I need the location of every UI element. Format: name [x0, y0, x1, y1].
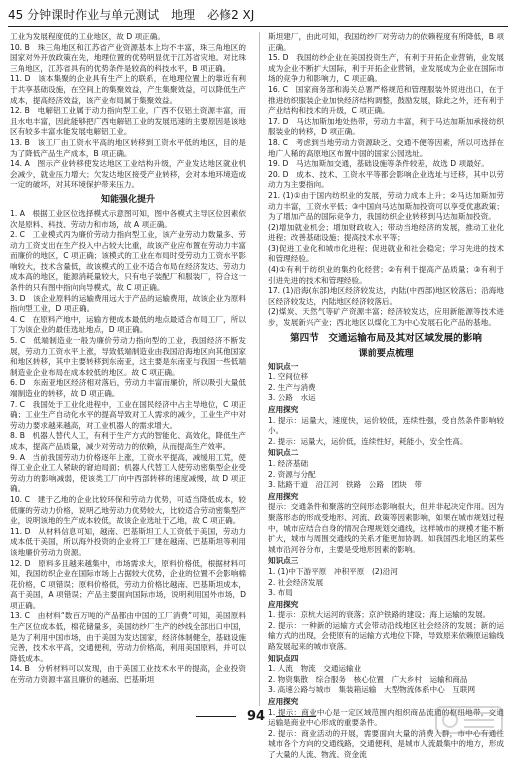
answer-paragraph: 2. 提示：商业活动的开展，需要面向大量的消费人群，市中心有通往城市各个方向的交通线路，交通便利，是城市人流最集中的地方，形成了大量的人流、物流、资金流	[268, 728, 504, 759]
answer-paragraph: 3. 陆路干道 沿江河 铁路 公路 团块 带	[268, 480, 422, 490]
answer-paragraph: 斯坦建厂，由此可知，我国纺纱厂对劳动力的依赖程度有所降低，B 项正确。	[268, 32, 504, 52]
answer-paragraph: 11. D 该本集聚的企业具有生产上的联系，在地理位置上的靠近有利于共享基础设施，在空间上的集聚效益，产生集聚效益，可以降低生产成本，提高经济效益，该产业布局属于集聚效益。	[10, 74, 246, 105]
answer-paragraph: 1. 空间位移	[268, 372, 309, 382]
answer-paragraph: 2. 提示：运量大，运价低，连续性好，耗能小，安全性高。	[268, 436, 468, 446]
answer-paragraph: 13. C 由材料“数百万吨的产品都由中国的工厂消费”可知，美国原料生产区位成本低，棉花储量多，美国纺纱厂生产的纱线全部出口中国，是为了利用中国市场，由于美国为发达国家，经济体制健全，基础设施完善，技术水平高，交通便利，劳动力价格高，利用美国原料，并可以降低成本。	[10, 611, 246, 663]
answer-paragraph: 2. 生产与消费	[268, 382, 316, 392]
answer-paragraph: 17. D 马达加斯加地处热带，劳动力丰富，利于马达加斯加承接纺织服装业的转移，D 项正确。	[268, 116, 504, 137]
header-rule	[8, 26, 508, 27]
left-column	[10, 32, 246, 706]
answer-paragraph: 13. B 该工厂由工资水平高的地区转移到工资水平低的地区，目的是为了降低产品生产成本，B 项正确。	[10, 137, 246, 158]
answer-paragraph: 16. C 国家商务部和海关总署严格规范和管理服装外贸进出口，在于推进纺织服装企业加快经济结构调整，鼓励发展，除此之外，还有利于产业结构和技术的升级，C 项正确。	[268, 84, 504, 116]
answer-paragraph: 20. D 成本、技术、工资水平等都会影响企业选址与迁移，其中以劳动力为主要指向。	[268, 169, 504, 190]
subsection-heading: 课前要点梳理	[358, 347, 414, 359]
answer-paragraph: 3. 布局	[268, 588, 293, 598]
answer-paragraph: 12. D 原料多且越来越集中，市场需求大，原料价格低，根据材料可知，我国纺织企业在国际市场上占据较大优势，企业的位置不会影响棉花价格，C 项错误；原料价格低，劳动力价格比越南、巴基斯坦成本，高于美国，A 项错误；产品主要面向国际市场，说明利用国外市场，D 项正确。	[10, 558, 246, 610]
answer-paragraph: 4. C 在原料产地中，运输方便成本最低的地点最适合布局工厂，所以丁为该企业的最佳选址地点，D 项正确。	[10, 314, 246, 335]
answer-paragraph: 2. 资源与分配	[268, 469, 316, 479]
answer-paragraph: 2. C 工业模式丙为廉价劳动力指向型工业，该产业劳动力数量多、劳动力工资支出在生产投入中占较大比重，故该产业应布置在劳动力丰富而廉价的地区，C 项正确；该模式的工业在布局时受劳动力工资水平影响较大，技术含量低，故该模式的工业不适合布局在经济发达、劳动力成本高的地区，能源消耗量较大，只有电子装配厂和服装厂，符合这一条件的只有图中指向向导模式，故 C 项正确。	[10, 230, 246, 293]
topic-heading: 应用探究	[268, 491, 299, 501]
answer-paragraph: 2. 物资集散 综合服务 核心位置 广大乡村 运输和商品	[268, 674, 468, 684]
answer-paragraph: 2. 社会经济发展	[268, 577, 324, 587]
answer-paragraph: 1. A 根据工业区位选择模式示意图可知，图中各模式主导区位因素依次是原料、科技、劳动力和市场，故 A 项正确。	[10, 208, 246, 229]
answer-paragraph: 6. D 东南亚地区经济相对落后，劳动力丰富而廉价，所以吸引大量低端制造业的转移，故 D 项正确。	[10, 378, 246, 398]
section-heading: 知能强化提升	[100, 194, 155, 205]
column-divider	[259, 32, 260, 706]
answer-paragraph: 3. D 该企业原料的运输费用远大于产品的运输费用，故该企业为原料指向型工业，D 项正确。	[10, 293, 246, 314]
answer-paragraph: 1. 提示：运量大，速度快，运价较低，连续性强，受自然条件影响较小。	[268, 415, 504, 436]
answer-paragraph: 3. 公路 水运	[268, 393, 316, 403]
answer-paragraph: 2. 提示：一种新的运输方式会带动沿线地区社会经济的发展；新的运输方式的出现，会使原有的运输方式地位下降，导致原来依赖原运输线路发展起来的城市衰落。	[268, 620, 504, 652]
answer-paragraph: 1. (1)中下游平原 冲积平原 (2)沿河	[268, 566, 398, 576]
answer-paragraph: 3. 高速公路与城市 集装箱运输 大型物流体系中心 互联网	[268, 685, 476, 695]
answer-paragraph: 15. D 我国纺纱企业在美国投资生产，有利于开拓企业营销，业发展成为企业不断扩大国际，利于开拓企业营销，业发展成为企业在国际市场的竞争力和影响力，C 项正确。	[268, 53, 504, 84]
topic-heading: 知识点四	[268, 653, 299, 663]
answer-paragraph: 提示：交通条件和聚落的空间形态影响很大，但并非起决定作用。因为聚落形态的形成受地形、河流、政策等因素影响，如果在城市规划过程中，城市应结合自身的情况合理规划交通线，这样城市的规模才能不断扩大，城市与周围交通线的关系才能更加协调。如我国西北地区的某些城市沿河谷分布，主要是受地形因素的影响。	[268, 502, 504, 554]
topic-heading: 知识点一	[268, 361, 299, 371]
page-number-text: 94	[246, 709, 266, 724]
answer-paragraph: 9. A 当前我国劳动力价格逐年上涨，工资水平提高，减缓用工荒，使得工业企业工人紧缺的窘迫局面；机器人代替工人使劳动密集型企业受劳动力的影响减弱，使该类工厂向中西部转移的速度减慢，故 D 项正确。	[10, 452, 246, 494]
answer-paragraph: 5. C 低端制造业一般为廉价劳动力指向型的工业，我国经济不断发展，劳动力工资水平上涨，导致低端制造业由我国沿海地区向其他国家和地区转移，其中主要转移到东南亚，这主要是东南亚与我国一些低端制造业企业布局在成本较低的地区。故 C 项正确。	[10, 336, 246, 377]
page-header: 45 分钟课时作业与单元测试 地理 必修2 XJ	[8, 8, 255, 22]
topic-heading: 应用探究	[268, 599, 299, 609]
answer-paragraph: 8. B 机器人替代人工，有利于生产方式的智能化、高效化，降低生产成本，提高产品质量，减少对劳动力的依赖，从而提高生产效率。	[10, 431, 246, 451]
answer-paragraph: 12. B 电解铝工业属于动力指向型工业，广西不仅铝土资源丰富，而且水电丰富，因此能够把广西电解铝工业的发展迅速的主要原因是该地区有较多丰富水能发展电解铝工业。	[10, 106, 246, 137]
answer-paragraph: (4)①有利于纺织业的集约化经营；②有利于提高产品质量；③有利于引进先进的技术和管理经验。	[268, 265, 504, 285]
answer-paragraph: 18. C 考虑到当地劳动力资源缺乏、交通不便等因素，所以可选择在地广人稀的高原地区布置中国的国家公园选址。	[268, 137, 504, 158]
answer-paragraph: (2)增加就业机会；增加财政收入；带动当地经济的发展，推动工业化进程；改善基础设施；提高技术水平等；	[268, 222, 504, 243]
answer-paragraph: 1. 经济基础	[268, 458, 309, 468]
topic-heading: 应用探究	[268, 405, 299, 414]
answer-paragraph: (3)促进工业化和城市化进程；促进就业和社会稳定；学习先进的技术和管理经验。	[268, 243, 504, 264]
answer-paragraph: 11. D 从材料信息可知，越南、巴基斯坦工人工资低于美国，劳动力成本低于美国，所以海外投资的企业将工厂建在越南、巴基斯坦等利用该地廉价劳动力资源。	[10, 526, 246, 557]
answer-paragraph: 10. B 珠三角地区和江苏省产业资源基本上均不丰富，珠三角地区的国家对外开放政策在先，地理位置的优势明显优于江苏省灾地。对比珠三角地区，江苏省具有的优势条件是较高的科技水平，B 项正确。	[10, 42, 246, 73]
answer-paragraph: 19. D 马达加斯加交通，基础设施等条件较差，故选 D 项最好。	[268, 159, 489, 169]
answer-paragraph: 7. C 我国处于工业化进程中，工业在国民经济中占主导地位，C 项正确；工业生产自动化水平的提高导致对工人需求的减少，工业生产中对劳动力要求越来越高，对工业机器人的需求增大。	[10, 399, 246, 430]
topic-heading: 知识点三	[268, 556, 299, 566]
answer-paragraph: 1. 提示：商业中心是一定区域范围内组织商品流通的枢纽地带，交通运输是商业中心形成的重要条件。	[268, 707, 504, 728]
right-column	[268, 32, 504, 759]
answer-paragraph: 工业为发展程度低的工业地区，故 D 项正确。	[10, 32, 165, 41]
answer-paragraph: 1. 提示：京杭大运河的衰落；京沪铁路的建设；海上运输的发展。	[268, 610, 491, 620]
answer-paragraph: 14. A 图示产业转移使发达地区工业结构升级，产业发达地区就业机会减少，就业压力增大；欠发达地区接受产业转移，会对本地环境造成一定的破坏，对其环境保护带来压力。	[10, 159, 246, 190]
answer-paragraph: 21. (1)①由于国内纺织业的发展，劳动力成本上升；②马达加斯加劳动力丰富，工资水平低；③中国向马达加斯加投资可以享受优惠政策；为了增加产品的国际竞争力，我国纺织企业转移到马达加斯加投资。	[268, 190, 504, 222]
topic-heading: 知识点二	[268, 448, 299, 458]
answer-paragraph: 14. B 分析材料可以发现，由于美国工业技术水平的提高，企业投资在劳动力资源丰富且廉价的越南、巴基斯坦	[10, 664, 246, 685]
chapter-heading: 第四节 交通运输布局及其对区域发展的影响	[290, 332, 482, 344]
page-number-dash-right	[276, 716, 316, 717]
watermark-stamp-icon	[434, 703, 504, 737]
answer-paragraph: (2)煤炭、天然气等矿产资源丰富；经济较发达，应用新能源等技术进步，发展新兴产业；西北地区以煤化工为中心发展石化产品的基地。	[268, 307, 504, 328]
topic-heading: 应用探究	[268, 697, 299, 707]
answer-paragraph: 10. C 建于乙地的企业比较环保和劳动力优势，可适当降低成本，较低廉的劳动力价格，说明乙地劳动力优势较大，比较适合劳动密集型产业，说明该地的生产成本较低，故该企业选址于乙地，故 C 项正确。	[10, 494, 246, 526]
answer-paragraph: 17. (1)沿海(东部)地区经济较发达，内陆(中西部)地区较落后；沿海地区经济较发达，内陆地区经济较落后。	[268, 286, 504, 306]
answer-paragraph: 1. 人流 物流 交通运输业	[268, 664, 362, 674]
